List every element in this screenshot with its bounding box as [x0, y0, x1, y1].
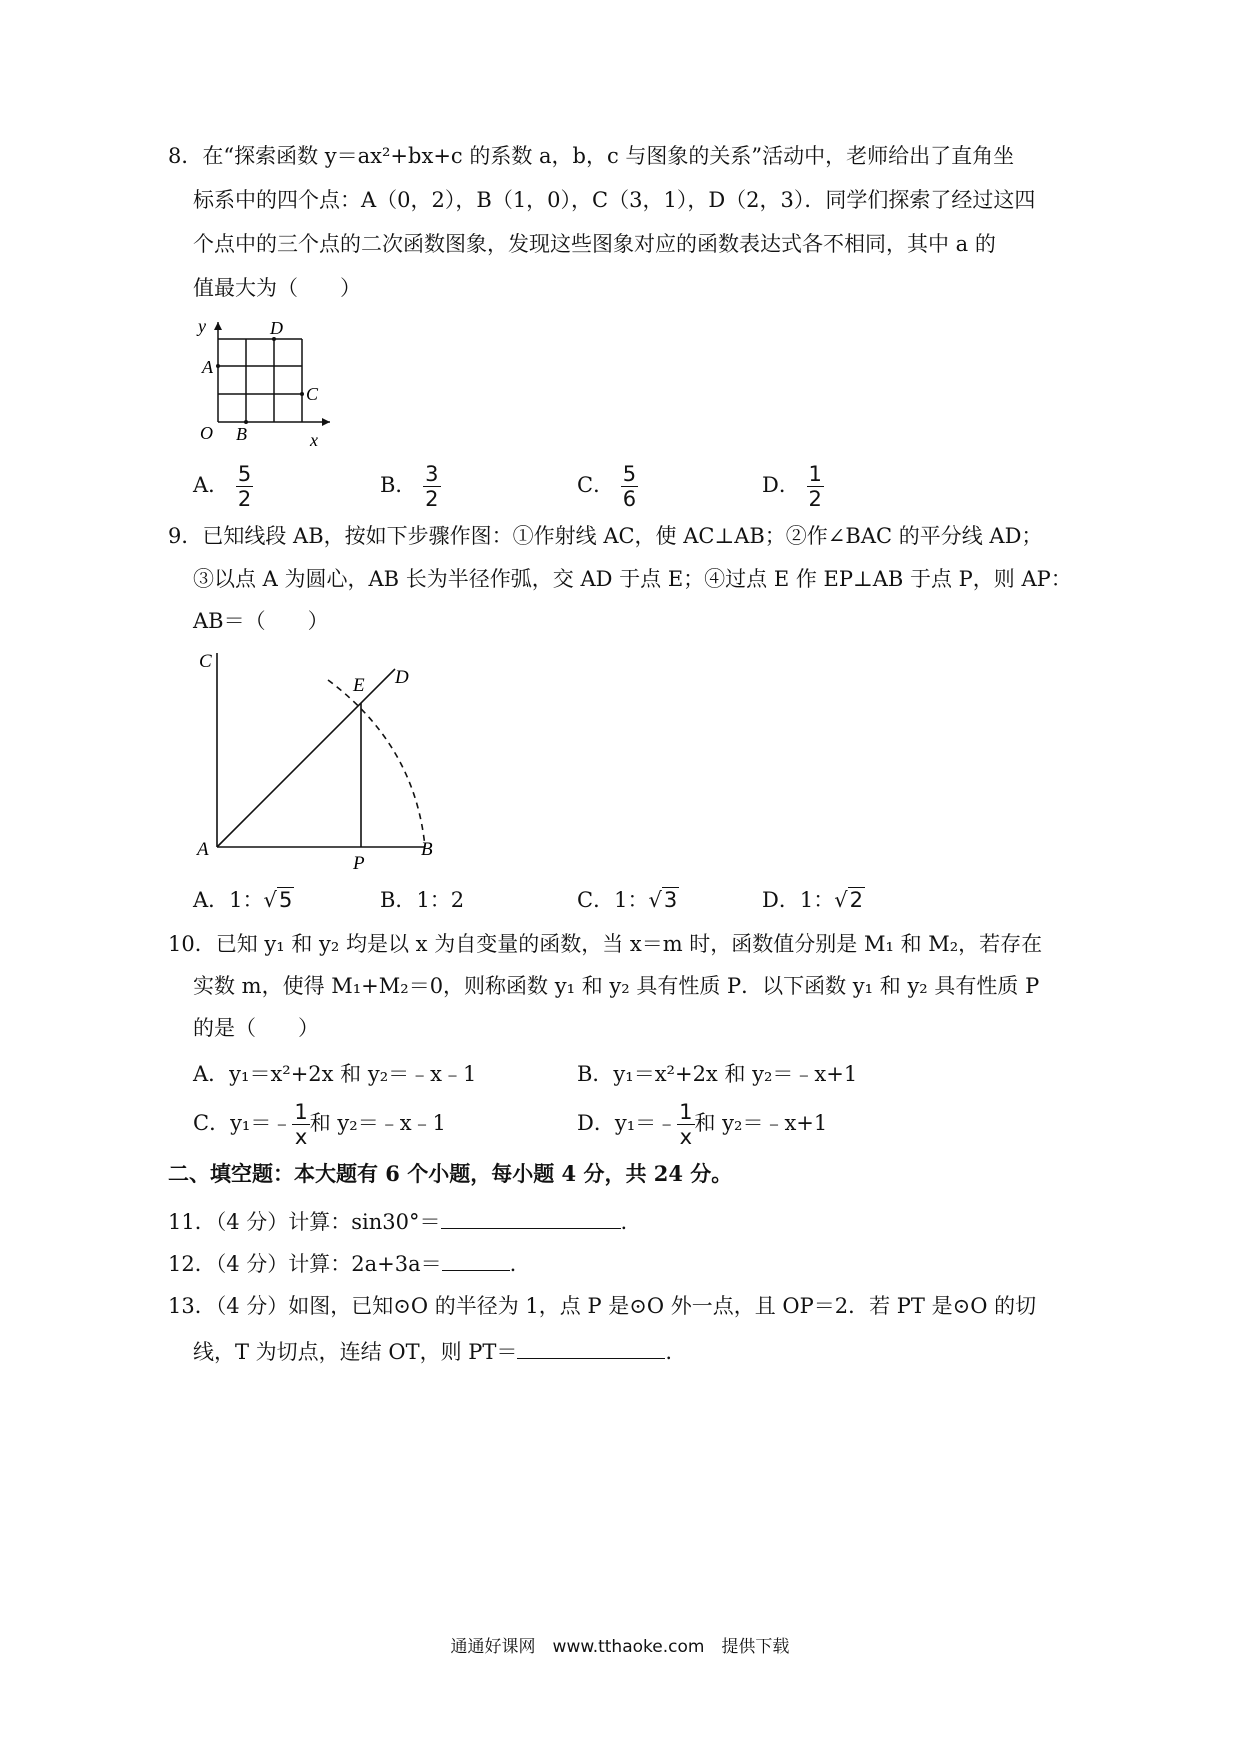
q9-construction-figure [195, 645, 455, 875]
q13-line1: 13．（4 分）如图，已知⊙O 的半径为 1，点 P 是⊙O 外一点，且 OP＝2．若 PT 是⊙O 的切 [168, 1294, 1037, 1318]
point-c [300, 392, 304, 396]
q12: 12．（4 分）计算：2a+3a＝ . [168, 1248, 516, 1278]
q12-answer-blank[interactable] [442, 1248, 510, 1271]
label-a: A [202, 357, 213, 377]
label-b: B [236, 424, 247, 444]
q10-option-c[interactable]: C．y₁＝﹣ $\frac{1}{x}$ 和 y₂＝﹣x﹣1 [193, 1100, 446, 1149]
q10-option-b[interactable]: B．y₁＝x²+2x 和 y₂＝﹣x+1 [577, 1062, 858, 1086]
q8-line1: 8．在“探索函数 y＝ax²+bx+c 的系数 a，b，c 与图象的关系”活动中，老师给出了直角坐 [168, 144, 1015, 168]
q10-line2: 实数 m，使得 M₁+M₂＝0，则称函数 y₁ 和 y₂ 具有性质 P．以下函数 y₁ 和 y₂ 具有性质 P [193, 974, 1040, 998]
q8-option-d[interactable]: D． $\frac{1}{2}$ [762, 462, 822, 511]
q13-line2: 线，T 为切点，连结 OT，则 PT＝ . [193, 1336, 672, 1366]
footer-credit: 通通好课网 www.tthaoke.com 提供下载 [450, 1637, 790, 1657]
label-c: C [199, 651, 212, 672]
q9-line3: AB＝（ ） [193, 609, 329, 633]
label-b: B [421, 839, 433, 860]
q8-option-c[interactable]: C． $\frac{5}{6}$ [577, 462, 637, 511]
q10-line3: 的是（ ） [193, 1016, 319, 1040]
q11: 11．（4 分）计算：sin30°＝ . [168, 1206, 627, 1236]
label-e: E [353, 675, 365, 696]
label-o: O [200, 423, 213, 443]
q8-line3: 个点中的三个点的二次函数图象，发现这些图象对应的函数表达式各不相同，其中 a 的 [193, 232, 996, 256]
q9-option-b[interactable]: B．1：2 [380, 888, 465, 912]
q13-answer-blank[interactable] [517, 1336, 665, 1359]
section-2-heading: 二、填空题：本大题有 6 个小题，每小题 4 分，共 24 分。 [168, 1161, 733, 1186]
q8-option-a[interactable]: A． $\frac{5}{2}$ [193, 462, 252, 511]
q9-option-c[interactable]: C．1：√3 [577, 888, 678, 912]
label-y: y [198, 316, 206, 336]
arc-be [328, 680, 425, 847]
label-x: x [310, 430, 318, 450]
q8-grid-figure [192, 312, 352, 452]
point-a [216, 364, 220, 368]
q11-answer-blank[interactable] [441, 1206, 621, 1229]
q8-line2: 标系中的四个点：A（0，2），B（1，0），C（3，1），D（2，3）．同学们探索了经过这四 [193, 188, 1036, 212]
label-p: P [353, 853, 365, 874]
label-d: D [395, 667, 409, 688]
q10-option-d[interactable]: D．y₁＝﹣ $\frac{1}{x}$ 和 y₂＝﹣x+1 [577, 1100, 828, 1149]
q9-option-d[interactable]: D．1：√2 [762, 888, 863, 912]
q10-line1: 10．已知 y₁ 和 y₂ 均是以 x 为自变量的函数，当 x＝m 时，函数值分别是 M₁ 和 M₂，若存在 [168, 932, 1043, 956]
label-c: C [306, 384, 319, 404]
q8-line4: 值最大为（ ） [193, 276, 361, 300]
q8-option-b[interactable]: B． $\frac{3}{2}$ [380, 462, 439, 511]
label-d: D [270, 318, 283, 338]
q9-line2: ③以点 A 为圆心，AB 长为半径作弧，交 AD 于点 E；④过点 E 作 EP⊥AB 于点 P，则 AP： [193, 567, 1072, 591]
label-a: A [197, 839, 209, 860]
q10-option-a[interactable]: A．y₁＝x²+2x 和 y₂＝﹣x﹣1 [193, 1062, 477, 1086]
bisector-ad [217, 669, 395, 847]
q9-line1: 9．已知线段 AB，按如下步骤作图：①作射线 AC，使 AC⊥AB；②作∠BAC 的平分线 AD； [168, 524, 1043, 548]
q9-option-a[interactable]: A．1：√5 [193, 888, 293, 912]
